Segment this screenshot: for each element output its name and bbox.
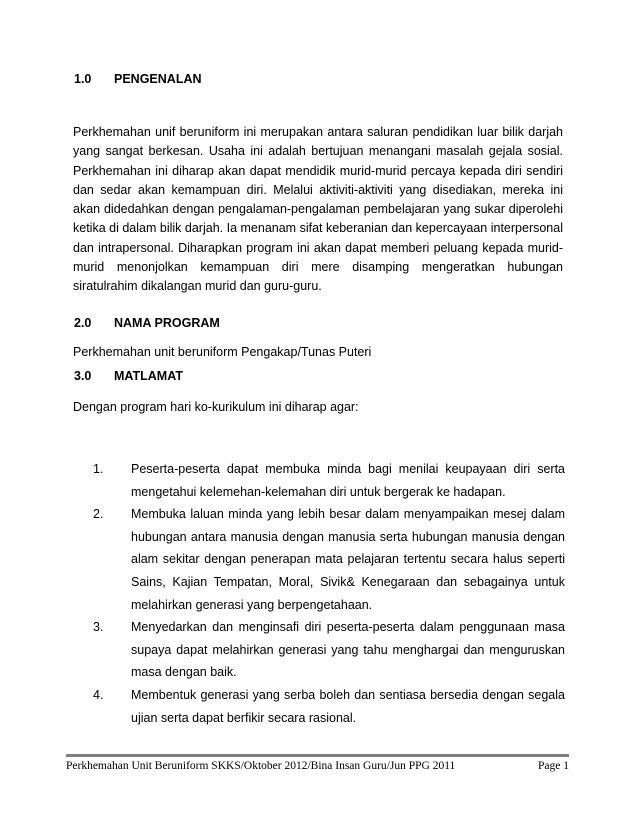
section-heading-matlamat (74, 369, 183, 383)
list-item-text: Peserta-peserta dapat membuka minda bagi menilai keupayaan diri serta mengetahui kelemehan-kelemahan diri untuk bergerak ke hadapan. (131, 462, 565, 499)
intro-paragraph: Perkhemahan unif beruniform ini merupakan antara saluran pendidikan luar bilik darjah yang sangat berkesan. Usaha ini adalah bertujuan menangani masalah gejala sosial. Perkhemahan ini diharap akan dapat mendidik murid-murid percaya kepada diri sendiri dan sedar akan kemampuan diri. Melalui aktiviti-aktiviti yang disediakan, mereka ini akan didedahkan dengan pengalaman-pengalaman pembelajaran yang sukar diperolehi ketika di dalam bilik darjah. Ia menanam sifat keberanian dan kepercayaan interpersonal dan intrapersonal. Diharapkan program ini akan dapat memberi peluang kepada murid-murid menonjolkan kemampuan diri mere disamping mengeratkan hubungan siratulrahim dikalangan murid dan guru-guru. (73, 125, 563, 294)
section-heading-pengenalan (74, 72, 202, 86)
section-number: 1.0 (74, 72, 92, 86)
section-heading-nama-program (74, 316, 220, 330)
section-title: MATLAMAT (114, 369, 183, 383)
list-marker: 4. (93, 687, 104, 702)
list-item (93, 503, 565, 616)
section-number: 3.0 (74, 369, 92, 383)
footer-text: Perkhemahan Unit Beruniform SKKS/Oktober 2012/Bina Insan Guru/Jun PPG 2011 (66, 760, 456, 772)
list-item-text: Membentuk generasi yang serba boleh dan sentiasa bersedia dengan segala ujian serta dapat berfikir secara rasional. (131, 687, 565, 725)
program-name-text: Perkhemahan unit beruniform Pengakap/Tunas Puteri (73, 345, 372, 359)
list-marker: 2. (93, 507, 104, 522)
section-title: PENGENALAN (114, 72, 202, 86)
list-item (93, 458, 565, 503)
page-footer (66, 760, 569, 772)
objectives-list (93, 458, 565, 729)
list-item-text: Membuka laluan minda yang lebih besar dalam menyampaikan mesej dalam hubungan antara manusia dengan manusia serta hubungan manusia dengan alam sekitar dengan penerapan mata pelajaran tertentu secara halus seperti Sains, Kajian Tempatan, Moral, Sivik& Kenegaraan dan sebagainya untuk melahirkan generasi yang berpengetahaan. (131, 507, 565, 612)
section-title: NAMA PROGRAM (114, 316, 220, 330)
list-item (93, 684, 565, 729)
page-number: Page 1 (538, 760, 569, 772)
footer-divider (66, 754, 569, 757)
section-number: 2.0 (74, 316, 92, 330)
list-marker: 1. (93, 462, 104, 476)
list-item (93, 616, 565, 684)
list-item-text: Menyedarkan dan menginsafi diri peserta-peserta dalam penggunaan masa supaya dapat melahirkan generasi yang tahu menghargai dan menguruskan masa dengan baik. (131, 620, 565, 680)
list-marker: 3. (93, 620, 104, 635)
objectives-intro: Dengan program hari ko-kurikulum ini diharap agar: (73, 400, 359, 414)
